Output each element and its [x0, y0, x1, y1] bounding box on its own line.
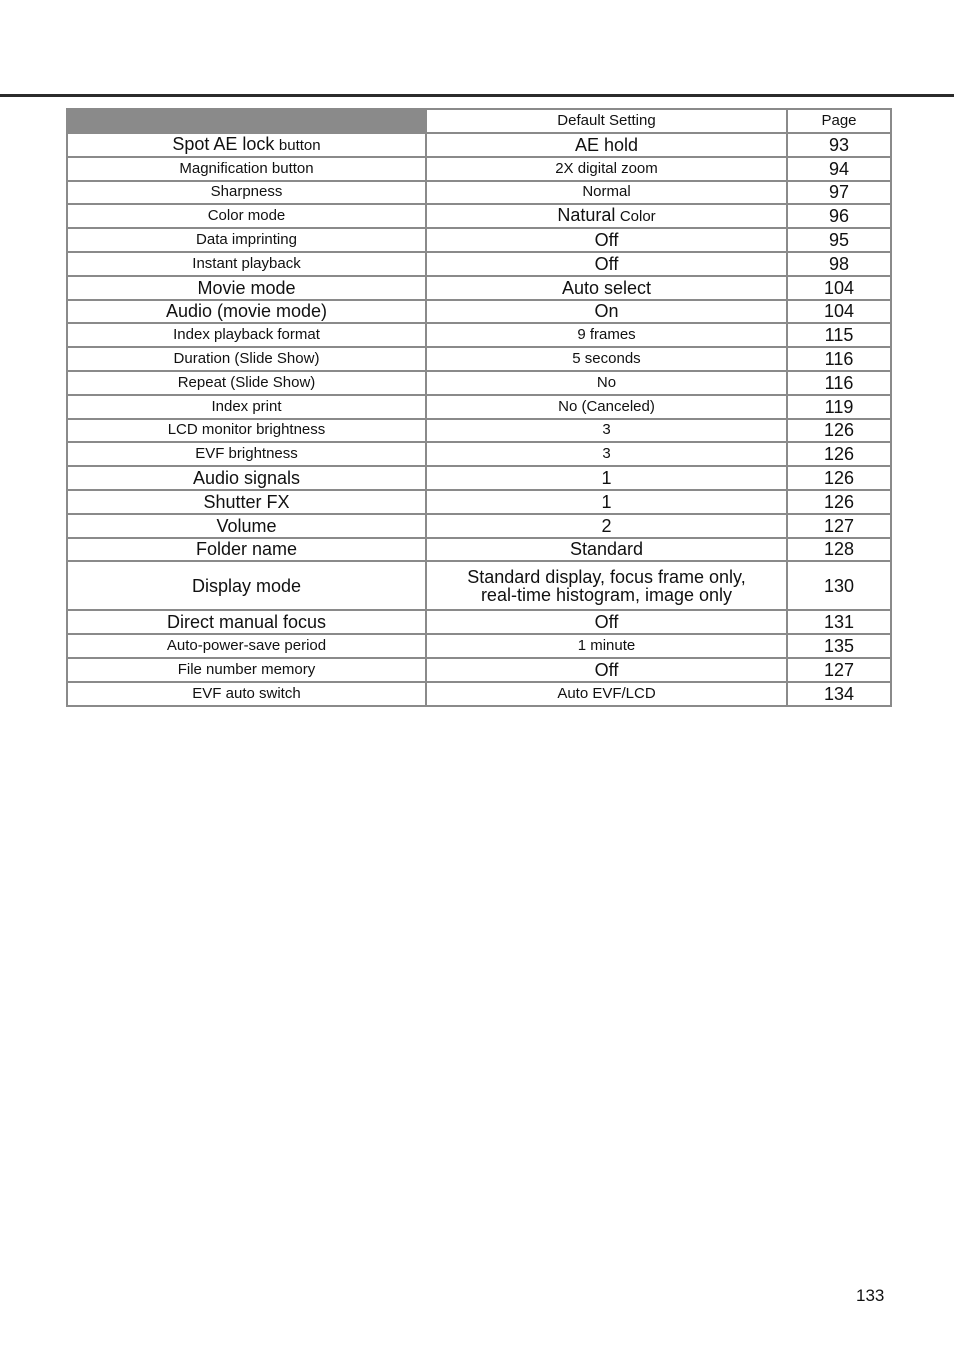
table-row — [67, 395, 891, 419]
page-cell: 135 — [787, 634, 891, 658]
default-cell: On — [426, 300, 787, 324]
item-cell: EVF auto switch — [67, 682, 426, 706]
default-cell: Off — [426, 252, 787, 276]
default-cell: 1 — [426, 490, 787, 514]
table-row — [67, 442, 891, 466]
item-cell — [67, 133, 426, 157]
default-settings-table — [66, 108, 892, 707]
page-cell: 128 — [787, 538, 891, 562]
table-row — [67, 561, 891, 610]
default-cell: Off — [426, 610, 787, 634]
page-cell: 115 — [787, 323, 891, 347]
page-cell: 94 — [787, 157, 891, 181]
page-cell: 93 — [787, 133, 891, 157]
item-cell: Auto-power-save period — [67, 634, 426, 658]
item-cell: Direct manual focus — [67, 610, 426, 634]
page-cell: 126 — [787, 466, 891, 490]
table-row — [67, 204, 891, 228]
table-row — [67, 323, 891, 347]
table-row — [67, 228, 891, 252]
default-cell: 9 frames — [426, 323, 787, 347]
item-cell: Movie mode — [67, 276, 426, 300]
default-cell: No — [426, 371, 787, 395]
page-cell: 131 — [787, 610, 891, 634]
item-cell: Audio signals — [67, 466, 426, 490]
item-label: Spot AE lock — [172, 133, 275, 154]
table-row — [67, 658, 891, 682]
default-cell: 3 — [426, 442, 787, 466]
item-cell: Data imprinting — [67, 228, 426, 252]
page-cell: 126 — [787, 419, 891, 443]
page-cell: 95 — [787, 228, 891, 252]
page-cell: 104 — [787, 300, 891, 324]
item-cell: Display mode — [67, 561, 426, 610]
header-blank-cell — [67, 109, 426, 133]
table-row — [67, 133, 891, 157]
default-cell: 1 minute — [426, 634, 787, 658]
item-label-suffix: button — [278, 136, 321, 154]
item-cell: Index playback format — [67, 323, 426, 347]
page-cell: 134 — [787, 682, 891, 706]
table-row — [67, 538, 891, 562]
item-cell: Audio (movie mode) — [67, 300, 426, 324]
table-row — [67, 252, 891, 276]
item-cell: Instant playback — [67, 252, 426, 276]
page-cell: 98 — [787, 252, 891, 276]
table-row — [67, 610, 891, 634]
header-page: Page — [787, 109, 891, 133]
page-number: 133 — [856, 1286, 885, 1305]
default-cell: Off — [426, 658, 787, 682]
item-cell: Sharpness — [67, 181, 426, 205]
item-cell: Folder name — [67, 538, 426, 562]
page-cell: 104 — [787, 276, 891, 300]
default-cell: AE hold — [426, 133, 787, 157]
table-row — [67, 347, 891, 371]
default-value-suffix: Color — [619, 208, 656, 226]
default-value: Natural — [557, 205, 616, 226]
item-cell: Magnification button — [67, 157, 426, 181]
item-cell: LCD monitor brightness — [67, 419, 426, 443]
item-cell: Duration (Slide Show) — [67, 347, 426, 371]
item-cell: Volume — [67, 514, 426, 538]
default-cell: Off — [426, 228, 787, 252]
table-row — [67, 419, 891, 443]
table-row — [67, 634, 891, 658]
default-cell: No (Canceled) — [426, 395, 787, 419]
default-cell: Auto EVF/LCD — [426, 682, 787, 706]
item-cell: Index print — [67, 395, 426, 419]
page-cell: 127 — [787, 658, 891, 682]
item-cell: Shutter FX — [67, 490, 426, 514]
default-cell: Normal — [426, 181, 787, 205]
table-row — [67, 466, 891, 490]
page-cell: 97 — [787, 181, 891, 205]
page-cell: 116 — [787, 347, 891, 371]
default-cell: 5 seconds — [426, 347, 787, 371]
page-cell: 126 — [787, 490, 891, 514]
table-row — [67, 371, 891, 395]
item-cell: Repeat (Slide Show) — [67, 371, 426, 395]
table-row — [67, 276, 891, 300]
page-cell: 127 — [787, 514, 891, 538]
top-rule — [0, 94, 954, 97]
table-row — [67, 490, 891, 514]
table-row — [67, 300, 891, 324]
default-cell: 1 — [426, 466, 787, 490]
default-line-2: real-time histogram, image only — [480, 584, 733, 605]
default-cell: 3 — [426, 419, 787, 443]
default-cell: 2 — [426, 514, 787, 538]
page-cell: 96 — [787, 204, 891, 228]
default-line-1: Standard display, focus frame only, — [467, 566, 746, 587]
table-row — [67, 157, 891, 181]
default-cell: Standard — [426, 538, 787, 562]
item-cell: Color mode — [67, 204, 426, 228]
page-cell: 116 — [787, 371, 891, 395]
default-cell: 2X digital zoom — [426, 157, 787, 181]
table-row — [67, 514, 891, 538]
header-default-setting: Default Setting — [426, 109, 787, 133]
item-cell: File number memory — [67, 658, 426, 682]
page-cell: 130 — [787, 561, 891, 610]
default-cell — [426, 204, 787, 228]
page-cell: 126 — [787, 442, 891, 466]
table-row — [67, 181, 891, 205]
default-cell — [426, 561, 787, 610]
table-header-row — [67, 109, 891, 133]
default-cell: Auto select — [426, 276, 787, 300]
page-cell: 119 — [787, 395, 891, 419]
table-row — [67, 682, 891, 706]
item-cell: EVF brightness — [67, 442, 426, 466]
